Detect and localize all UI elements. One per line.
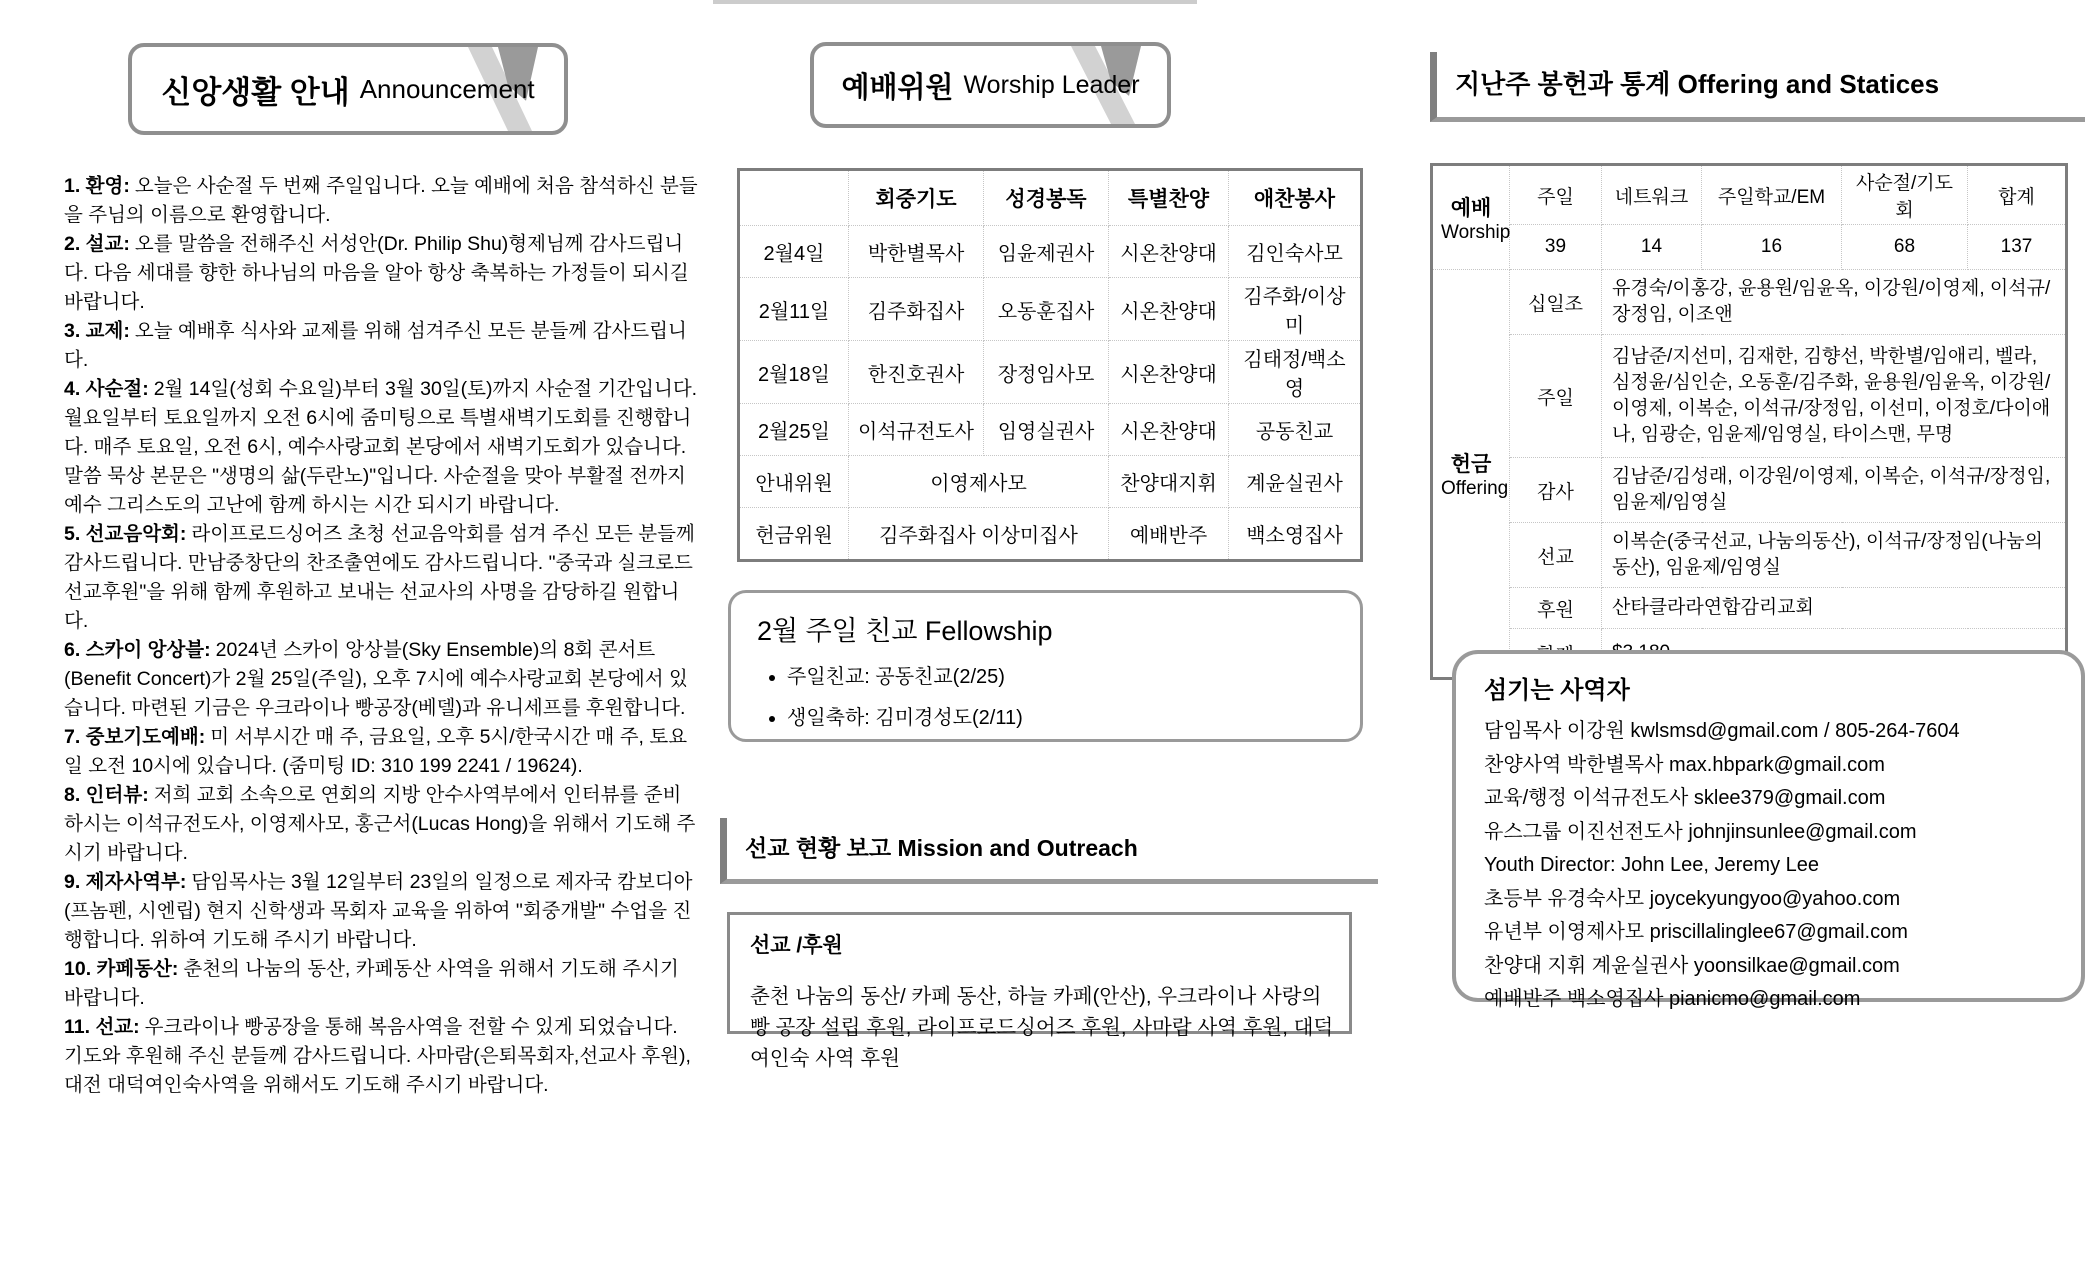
item-text: 오를 말씀을 전해주신 서성안(Dr. Philip Shu)형제님께 감사드립니다. 다음 세대를 향한 하나님의 마음을 알아 항상 축복하는 가정들이 되시길 바랍니다. (64, 233, 689, 313)
row-text: 유경숙/이홍강, 윤용원/임윤옥, 이강원/이영제, 이석규/장정임, 이조앤 (1602, 270, 2067, 335)
cell: 공동친교 (1229, 404, 1362, 456)
cell-date: 2월4일 (739, 226, 849, 278)
cell: 시온찬양대 (1109, 404, 1229, 456)
announcement-item (64, 375, 700, 520)
item-label: 10. 카페동산: (64, 958, 179, 980)
cell: 김주화집사 이상미집사 (849, 508, 1109, 561)
item-label: 1. 환영: (64, 175, 130, 197)
item-text: 오늘 예배후 식사와 교제를 위해 섬겨주신 모든 분들께 감사드립니다. (64, 320, 687, 371)
cell: 임윤제권사 (984, 226, 1109, 278)
row-label: 주일 (1510, 335, 1602, 458)
offering-label-ko: 헌금 (1450, 452, 1492, 476)
announcement-item (64, 868, 700, 955)
value-cell: 39 (1510, 225, 1602, 270)
cell: 김주화집사 (849, 278, 984, 341)
announcement-title-ko: 신앙생활 안내 (161, 74, 350, 110)
fellowship-box (728, 590, 1363, 742)
item-text: 저희 교회 소속으로 연회의 지방 안수사역부에서 인터뷰를 준비하시는 이석규전도사, 이영제사모, 홍근서(Lucas Hong)을 위해서 기도해 주시기 바랍니다. (64, 784, 696, 864)
row-text: 산타클라라연합감리교회 (1602, 588, 2067, 629)
mission-box-text: 춘천 나눔의 동산/ 카페 동산, 하늘 카페(안산), 우크라이나 사랑의 빵 공장 설립 후원, 라이프로드싱어즈 후원, 사마람 사역 후원, 대덕 여인숙 사역 후원 (750, 985, 1334, 1070)
cell-date: 2월25일 (739, 404, 849, 456)
top-edge-divider (713, 0, 1197, 4)
header-cell: 합계 (1968, 165, 2067, 225)
item-label: 3. 교제: (64, 320, 130, 342)
table-row (739, 226, 1362, 278)
item-text: 오늘은 사순절 두 번째 주일입니다. 오늘 예배에 처음 참석하신 분들을 주님의 이름으로 환영합니다. (64, 175, 698, 226)
row-label: 감사 (1510, 458, 1602, 523)
item-label: 5. 선교음악회: (64, 523, 187, 545)
table-row (739, 404, 1362, 456)
fellowship-title: 2월 주일 친교 Fellowship (757, 616, 1053, 646)
mission-support-box (727, 912, 1352, 1070)
ministers-box (1452, 650, 2085, 1010)
cell: 계윤실권사 (1229, 456, 1362, 508)
list-item: • 주일친교: 공동친교(2/25) (787, 660, 1360, 689)
header-cell: 애찬봉사 (1229, 170, 1362, 226)
announcement-title-en: Announcement (359, 73, 535, 104)
item-text: 라이프로드싱어즈 초청 선교음악회를 섬겨 주신 모든 분들께 감사드립니다. 만남중창단의 찬조출연에도 감사드립니다. "중국과 실크로드 선교후원"을 위해 함께 후원하고 보내는 선교사의 사명을 감당하길 원합니다. (64, 523, 695, 632)
cell: 백소영집사 (1229, 508, 1362, 561)
cell-role: 헌금위원 (739, 508, 849, 561)
cell-role: 안내위원 (739, 456, 849, 508)
cell: 시온찬양대 (1109, 341, 1229, 404)
worship-leader-title-box (810, 42, 1171, 128)
minister-line: 예배반주 백소영집사 pianicmo@gmail.com (1484, 988, 1861, 1010)
worship-label-ko: 예배 (1450, 196, 1492, 220)
worship-label-en: Worship (1441, 221, 1511, 243)
row-label: 선교 (1510, 523, 1602, 588)
item-label: 7. 중보기도예배: (64, 726, 206, 748)
ministers-title: 섬기는 사역자 (1484, 677, 1630, 704)
offering-label-cell (1432, 270, 1510, 679)
announcement-item (64, 781, 700, 868)
item-text: 2월 14일(성회 수요일)부터 3월 30일(토)까지 사순절 기간입니다. 월요일부터 토요일까지 오전 6시에 줌미팅으로 특별새벽기도회를 진행합니다. 매주 토요일, 오전 6시, 예수사랑교회 본당에서 새벽기도회가 있습니다. 말씀 묵상 본문은 "생명의 삶(두란노)"입니다. 사순절을 맞아 부활절 전까지 예수 그리스도의 고난에 함께 하시는 시간 되시기 바랍니다. (64, 378, 698, 516)
cell: 한진호권사 (849, 341, 984, 404)
cell: 임영실권사 (984, 404, 1109, 456)
item-label: 4. 사순절: (64, 378, 149, 400)
cell: 김인숙사모 (1229, 226, 1362, 278)
minister-line: Youth Director: John Lee, Jeremy Lee (1484, 854, 1820, 876)
announcement-item (64, 636, 700, 723)
offering-row (1432, 523, 2067, 588)
worship-leader-title-en: Worship Leader (963, 70, 1140, 99)
cell-role: 예배반주 (1109, 508, 1229, 561)
announcement-item (64, 317, 700, 375)
header-cell: 사순절/기도회 (1842, 165, 1968, 225)
minister-line: 담임목사 이강원 kwlsmsd@gmail.com / 805-264-7604 (1484, 720, 1960, 742)
announcement-item (64, 520, 700, 636)
announcement-item (64, 230, 700, 317)
attendance-header-row (1432, 165, 2067, 225)
fellowship-list (787, 660, 1360, 730)
table-row (739, 508, 1362, 561)
item-label: 8. 인터뷰: (64, 784, 149, 806)
offering-heading: 지난주 봉헌과 통계 Offering and Statices (1430, 52, 2085, 122)
table-row (739, 278, 1362, 341)
row-text: 김남준/지선미, 김재한, 김향선, 박한별/임애리, 벨라, 심정윤/심인순, 오동훈/김주화, 윤용원/임윤옥, 이강원/이영제, 이복순, 이석규/장정임, 이선미, 이정호/다이애나, 임광순, 임윤제/임영실, 타이스맨, 무명 (1602, 335, 2067, 458)
offering-row (1432, 335, 2067, 458)
list-item: • 생일축하: 김미경성도(2/11) (787, 701, 1360, 730)
worship-label-cell (1432, 165, 1510, 270)
header-cell: 회중기도 (849, 170, 984, 226)
cell: 시온찬양대 (1109, 226, 1229, 278)
cell-date: 2월11일 (739, 278, 849, 341)
cell: 오동훈집사 (984, 278, 1109, 341)
mission-box-title: 선교 /후원 (750, 934, 843, 957)
cell: 장정임사모 (984, 341, 1109, 404)
attendance-values-row (1432, 225, 2067, 270)
cell: 김태정/백소영 (1229, 341, 1362, 404)
item-label: 6. 스카이 앙상블: (64, 639, 211, 661)
table-row (739, 341, 1362, 404)
item-label: 2. 설교: (64, 233, 130, 255)
mission-heading: 선교 현황 보고 Mission and Outreach (720, 818, 1378, 884)
offering-row (1432, 270, 2067, 335)
cell: 박한별목사 (849, 226, 984, 278)
header-cell: 주일 (1510, 165, 1602, 225)
minister-line: 찬양대 지휘 계윤실권사 yoonsilkae@gmail.com (1484, 954, 1900, 977)
value-cell: 14 (1602, 225, 1702, 270)
announcement-item (64, 955, 700, 1013)
minister-line: 찬양사역 박한별목사 max.hbpark@gmail.com (1484, 753, 1885, 776)
row-text: 김남준/김성래, 이강원/이영제, 이복순, 이석규/장정임, 임윤제/임영실 (1602, 458, 2067, 523)
minister-line: 교육/행정 이석규전도사 sklee379@gmail.com (1484, 787, 1886, 809)
item-text: 우크라이나 빵공장을 통해 복음사역을 전할 수 있게 되었습니다. 기도와 후원해 주신 분들께 감사드립니다. 사마람(은퇴목회자,선교사 후원), 대전 대덕여인숙사역을 위해서도 기도해 주시기 바랍니다. (64, 1016, 691, 1096)
offering-label-en: Offering (1441, 477, 1509, 499)
header-cell: 주일학교/EM (1702, 165, 1842, 225)
offering-row (1432, 588, 2067, 629)
announcement-item (64, 1013, 700, 1100)
cell: 이석규전도사 (849, 404, 984, 456)
table-row (739, 456, 1362, 508)
row-label: 십일조 (1510, 270, 1602, 335)
item-label: 11. 선교: (64, 1016, 140, 1038)
item-text: 2024년 스카이 앙상블(Sky Ensemble)의 8회 콘서트(Benefit Concert)가 2월 25일(주일), 오후 7시에 예수사랑교회 본당에서 있습니다. 마련된 기금은 우크라이나 빵공장(베델)과 유니세프를 후원합니다. (64, 639, 688, 719)
header-cell: 특별찬양 (1109, 170, 1229, 226)
item-text: 춘천의 나눔의 동산, 카페동산 사역을 위해서 기도해 주시기 바랍니다. (64, 958, 679, 1009)
header-cell: 네트워크 (1602, 165, 1702, 225)
value-cell: 16 (1702, 225, 1842, 270)
item-label: 9. 제자사역부: (64, 871, 187, 893)
announcement-title-box (128, 43, 568, 135)
announcement-item (64, 172, 700, 230)
cell: 김주화/이상미 (1229, 278, 1362, 341)
row-text: 이복순(중국선교, 나눔의동산), 이석규/장정임(나눔의 동산), 임윤제/임영실 (1602, 523, 2067, 588)
worship-leader-table (737, 168, 1363, 562)
announcement-item (64, 723, 700, 781)
row-label: 후원 (1510, 588, 1602, 629)
value-cell: 68 (1842, 225, 1968, 270)
header-cell (739, 170, 849, 226)
value-cell: 137 (1968, 225, 2067, 270)
item-text: 담임목사는 3월 12일부터 23일의 일정으로 제자국 캄보디아(프놈펜, 시엔립) 현지 신학생과 목회자 교육을 위하여 "회중개발" 수업을 진행합니다. 위하여 기도해 주시기 바랍니다. (64, 871, 693, 951)
cell-date: 2월18일 (739, 341, 849, 404)
item-text: 미 서부시간 매 주, 금요일, 오후 5시/한국시간 매 주, 토요일 오전 10시에 있습니다. (줌미팅 ID: 310 199 2241 / 19624). (64, 726, 688, 777)
cell: 이영제사모 (849, 456, 1109, 508)
header-cell: 성경봉독 (984, 170, 1109, 226)
worship-leader-title-ko: 예배위원 (841, 71, 954, 104)
cell-role: 찬양대지휘 (1109, 456, 1229, 508)
offering-table (1430, 163, 2068, 680)
cell: 시온찬양대 (1109, 278, 1229, 341)
announcement-list (64, 172, 700, 1100)
minister-line: 유스그룹 이진선전도사 johnjinsunlee@gmail.com (1484, 820, 1917, 843)
minister-line: 유년부 이영제사모 priscillalinglee67@gmail.com (1484, 921, 1908, 943)
offering-row (1432, 458, 2067, 523)
table-header-row (739, 170, 1362, 226)
minister-line: 초등부 유경숙사모 joycekyungyoo@yahoo.com (1484, 887, 1901, 910)
